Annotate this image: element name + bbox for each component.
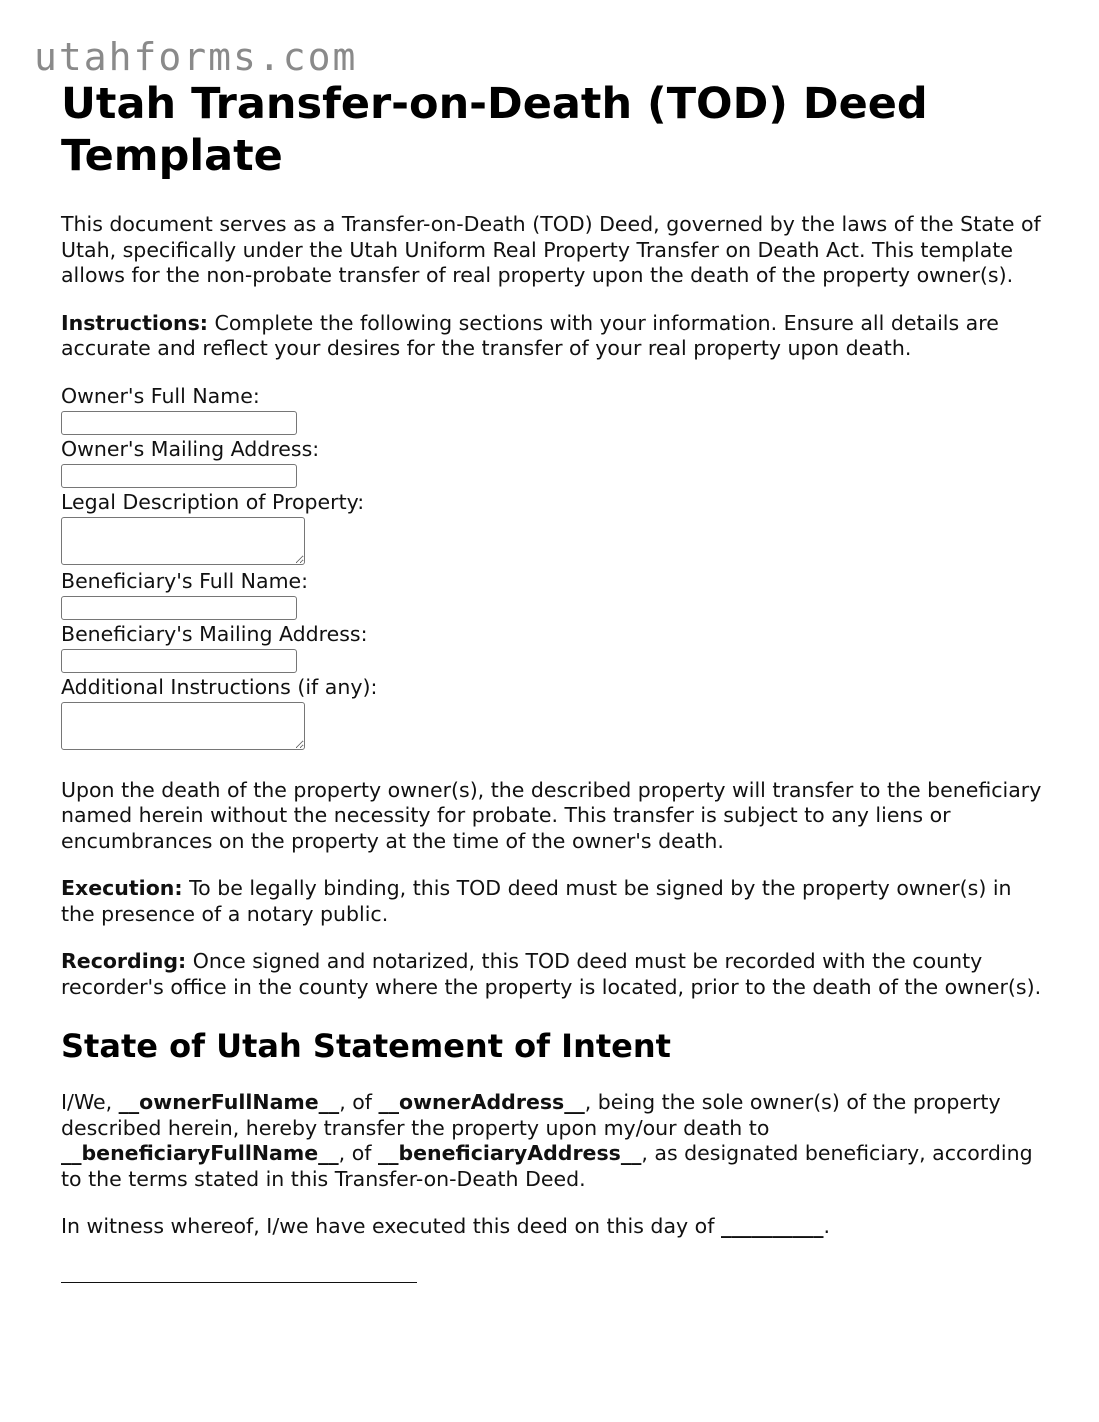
transfer-paragraph: Upon the death of the property owner(s), the described property will transfer to the beneficiary named herein without the necessity for probate. This transfer is subject to any liens or encumbrances on the property at the time of the owner's death. [61, 777, 1042, 853]
execution-label: Execution: [61, 876, 183, 900]
beneficiary-name-label: Beneficiary's Full Name: [61, 568, 309, 593]
signature-line [61, 1268, 417, 1283]
beneficiary-name-placeholder: __beneficiaryFullName__ [61, 1141, 339, 1165]
intro-paragraph: This document serves as a Transfer-on-Death (TOD) Deed, governed by the laws of the State of Utah, specifically under the Utah Uniform Real Property Transfer on Death Act. This template allows for the non-probate transfer of real property upon the death of the property owner(s). [61, 212, 1041, 287]
statement-paragraph [61, 1090, 1046, 1192]
page-title: Utah Transfer-on-Death (TOD) Deed Template [61, 79, 928, 181]
beneficiary-name-input[interactable] [61, 596, 297, 620]
deed-form [61, 384, 1046, 750]
owner-name-input[interactable] [61, 411, 297, 435]
witness-text: In witness whereof, I/we have executed this deed on this day of [61, 1214, 721, 1238]
recording-paragraph [61, 949, 1046, 1000]
statement-text-2: , of [339, 1090, 379, 1114]
statement-heading: State of Utah Statement of Intent [61, 1027, 671, 1065]
additional-instructions-label: Additional Instructions (if any): [61, 674, 378, 699]
additional-instructions-textarea[interactable] [61, 702, 305, 750]
beneficiary-address-label: Beneficiary's Mailing Address: [61, 621, 368, 646]
recording-label: Recording: [61, 949, 187, 973]
statement-text-3: , being the sole owner(s) of the property described herein, hereby transfer the property upon my/our death to [61, 1090, 1001, 1140]
recording-text: Once signed and notarized, this TOD deed must be recorded with the county recorder's office in the county where the property is located, prior to the death of the owner(s). [61, 949, 1042, 999]
date-blank: __________ [720, 1214, 824, 1238]
beneficiary-address-placeholder: __beneficiaryAddress__ [377, 1141, 642, 1165]
owner-name-placeholder: __ownerFullName__ [118, 1090, 340, 1114]
statement-text-5: , as designated beneficiary, according to the terms stated in this Transfer-on-Death Deed. [61, 1141, 1033, 1191]
document-body [61, 78, 1046, 1283]
owner-name-label: Owner's Full Name: [61, 383, 260, 408]
execution-paragraph [61, 876, 1046, 927]
witness-end: . [823, 1214, 830, 1238]
execution-text: To be legally binding, this TOD deed must be signed by the property owner(s) in the presence of a notary public. [61, 876, 1012, 926]
owner-address-input[interactable] [61, 464, 297, 488]
instructions-paragraph [61, 311, 1046, 362]
instructions-text: Complete the following sections with your information. Ensure all details are accurate and reflect your desires for the transfer of your real property upon death. [61, 310, 999, 360]
owner-address-label: Owner's Mailing Address: [61, 436, 320, 461]
watermark-logo: utahforms.com [34, 35, 358, 79]
instructions-label: Instructions: [61, 310, 208, 335]
owner-address-placeholder: __ownerAddress__ [378, 1090, 585, 1114]
statement-text-1: I/We, [61, 1090, 119, 1114]
witness-paragraph [61, 1214, 1046, 1240]
legal-description-textarea[interactable] [61, 517, 305, 565]
statement-text-4: , of [338, 1141, 378, 1165]
beneficiary-address-input[interactable] [61, 649, 297, 673]
legal-description-label: Legal Description of Property: [61, 489, 365, 514]
